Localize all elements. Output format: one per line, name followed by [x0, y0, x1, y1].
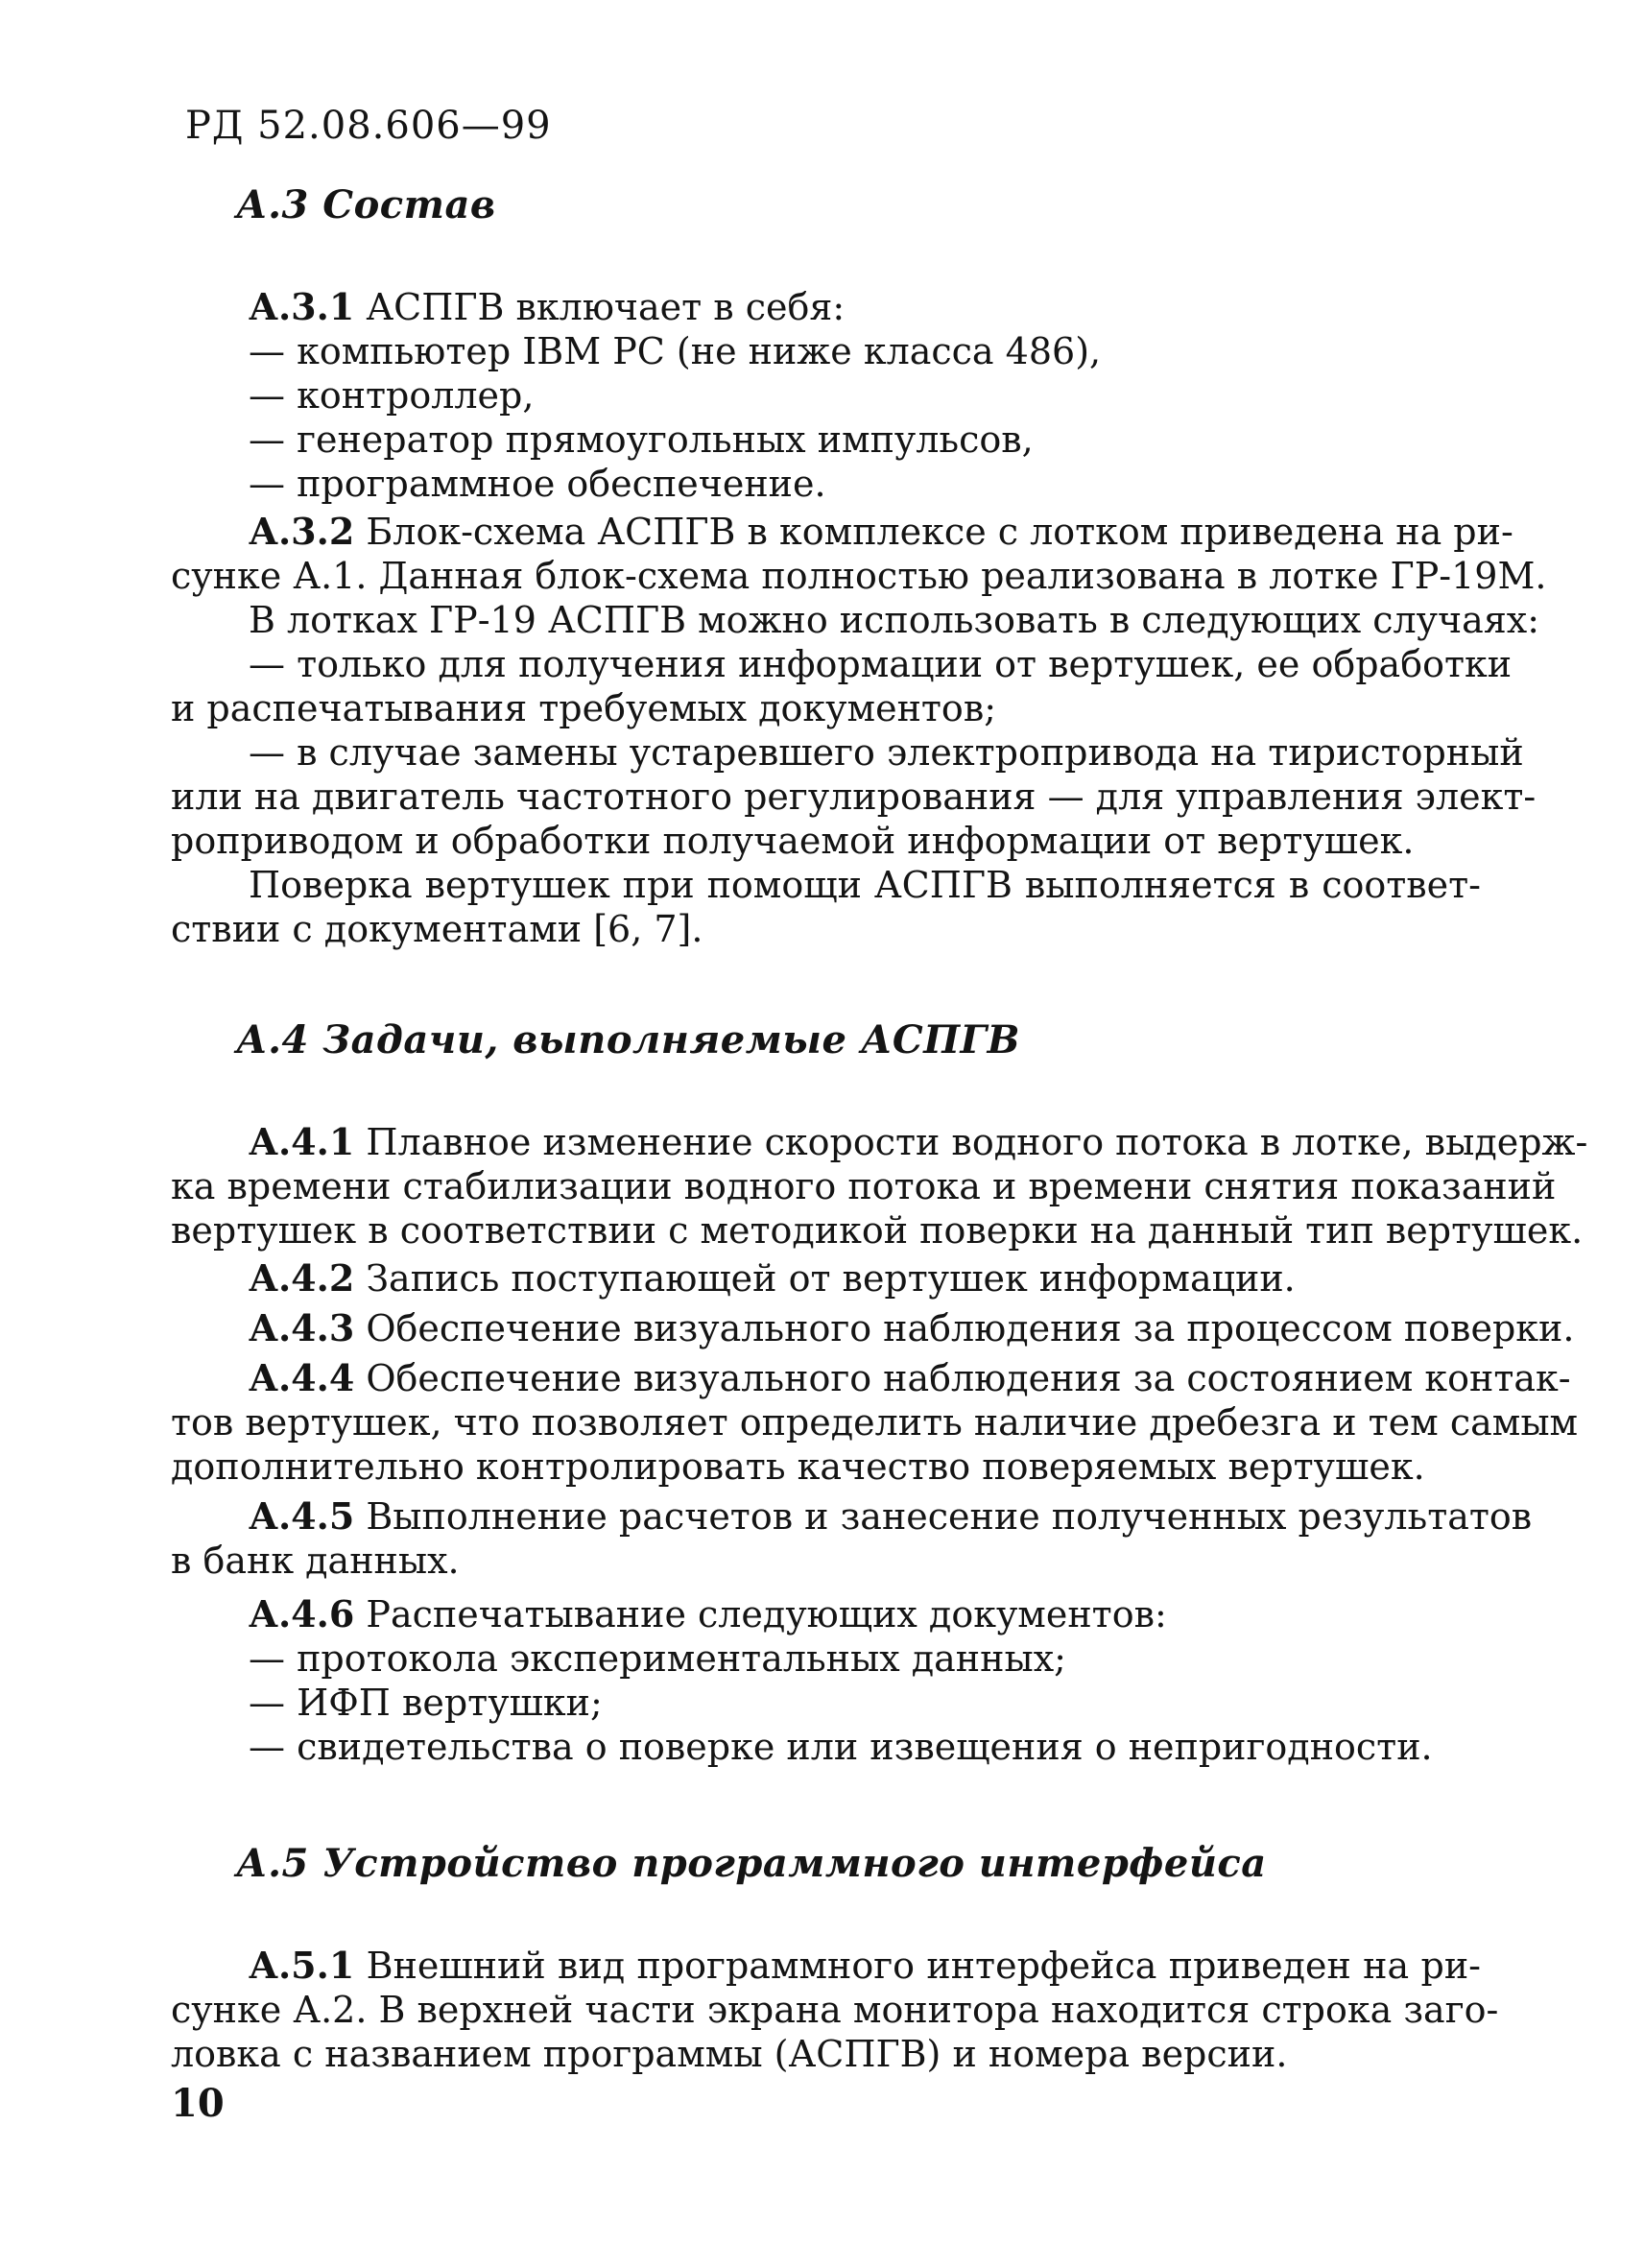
paragraph-a5-1-line	[171, 1945, 1481, 1987]
section-heading-a3: А.3 Состав	[236, 182, 496, 227]
paragraph-number: А.4.6	[249, 1592, 355, 1635]
paragraph-text: Обеспечение визуального наблюдения за состоянием контак-	[354, 1357, 1571, 1399]
paragraph-a4-2	[171, 1257, 1481, 1300]
document-code: РД 52.08.606—99	[185, 104, 552, 148]
paragraph-text: Плавное изменение скорости водного потока в лотке, выдерж-	[354, 1121, 1588, 1163]
paragraph-line: роприводом и обработки получаемой информации от вертушек.	[171, 820, 1415, 862]
paragraph-line: тов вертушек, что позволяет определить наличие дребезга и тем самым	[171, 1401, 1579, 1444]
list-item: — контроллер,	[249, 374, 535, 417]
list-item: — ИФП вертушки;	[249, 1682, 603, 1724]
paragraph-number: А.4.2	[249, 1256, 355, 1300]
paragraph-number: А.3.1	[249, 285, 355, 328]
list-item: — протокола экспериментальных данных;	[249, 1637, 1066, 1680]
paragraph-line: — в случае замены устаревшего электропривода на тиристорный	[249, 731, 1524, 774]
paragraph-line: В лотках ГР-19 АСПГВ можно использовать в следующих случаях:	[249, 599, 1540, 641]
paragraph-text: Распечатывание следующих документов:	[354, 1593, 1167, 1635]
list-item: — компьютер IBM PC (не ниже класса 486),	[249, 330, 1102, 372]
paragraph-number: А.4.1	[249, 1120, 355, 1163]
paragraph-number: А.5.1	[249, 1944, 355, 1987]
paragraph-a4-4-line	[171, 1356, 1571, 1399]
paragraph-text: Блок-схема АСПГВ в комплексе с лотком приведена на ри-	[354, 511, 1513, 553]
paragraph-line: ловка с названием программы (АСПГВ) и номера версии.	[171, 2033, 1288, 2075]
paragraph-line: Поверка вертушек при помощи АСПГВ выполняется в соответ-	[249, 864, 1481, 906]
paragraph-a4-6	[171, 1593, 1481, 1635]
paragraph-a4-5-line	[171, 1494, 1533, 1538]
section-heading-a5: А.5 Устройство программного интерфейса	[236, 1841, 1267, 1886]
paragraph-text: АСПГВ включает в себя:	[354, 286, 846, 328]
paragraph-line: дополнительно контролировать качество поверяемых вертушек.	[171, 1445, 1425, 1488]
paragraph-line: сунке А.2. В верхней части экрана монитора находится строка заго-	[171, 1989, 1499, 2031]
paragraph-text: Внешний вид программного интерфейса приведен на ри-	[354, 1945, 1481, 1987]
paragraph-text: Обеспечение визуального наблюдения за процессом поверки.	[354, 1307, 1575, 1349]
paragraph-number: А.4.3	[249, 1306, 355, 1349]
paragraph-line: или на двигатель частотного регулирования — для управления элект-	[171, 776, 1537, 818]
paragraph-line: — только для получения информации от вертушек, ее обработки	[249, 643, 1513, 685]
paragraph-a4-1-line	[171, 1120, 1588, 1163]
paragraph-number: А.4.4	[249, 1356, 355, 1399]
paragraph-line: сунке А.1. Данная блок-схема полностью реализована в лотке ГР-19М.	[171, 555, 1547, 597]
paragraph-number: А.4.5	[249, 1494, 355, 1538]
paragraph-text: Выполнение расчетов и занесение полученных результатов	[354, 1495, 1533, 1538]
paragraph-text: Запись поступающей от вертушек информации.	[354, 1257, 1296, 1300]
paragraph-line: ка времени стабилизации водного потока и времени снятия показаний	[171, 1165, 1557, 1207]
page-number: 10	[171, 2081, 225, 2126]
list-item: — генератор прямоугольных импульсов,	[249, 418, 1034, 461]
paragraph-line: ствии с документами [6, 7].	[171, 908, 703, 950]
list-item: — свидетельства о поверке или извещения о непригодности.	[249, 1726, 1433, 1768]
section-heading-a4: А.4 Задачи, выполняемые АСПГВ	[236, 1017, 1020, 1062]
paragraph-a3-2-line	[171, 510, 1513, 553]
paragraph-number: А.3.2	[249, 510, 355, 553]
paragraph-a3-1	[171, 286, 1481, 328]
paragraph-a4-3	[171, 1306, 1575, 1349]
paragraph-line: вертушек в соответствии с методикой поверки на данный тип вертушек.	[171, 1209, 1584, 1252]
paragraph-line: и распечатывания требуемых документов;	[171, 687, 997, 729]
list-item: — программное обеспечение.	[249, 463, 826, 505]
paragraph-line: в банк данных.	[171, 1540, 460, 1582]
